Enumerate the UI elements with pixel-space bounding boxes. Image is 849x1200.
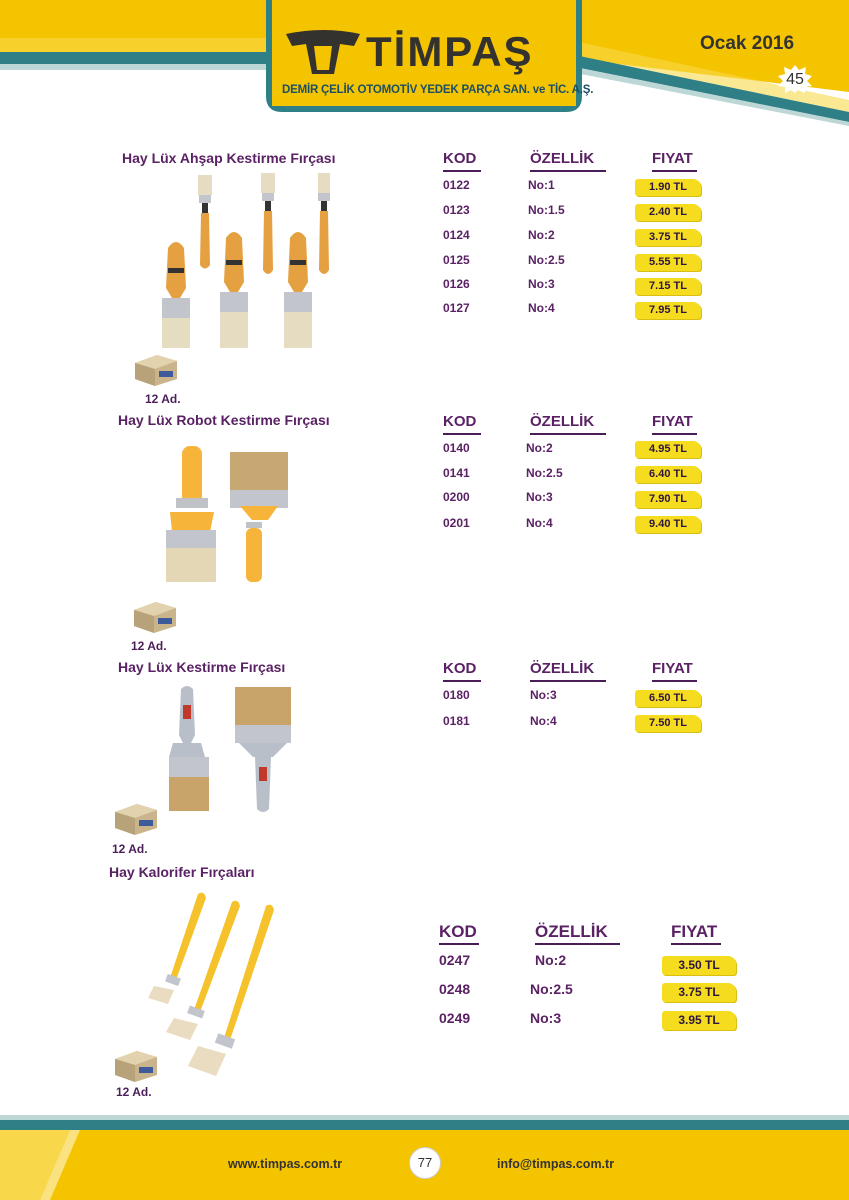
product-feature: No:2	[528, 228, 555, 242]
divider	[530, 433, 606, 435]
page-number: 45	[786, 71, 804, 88]
divider	[535, 943, 620, 945]
price-tag: 7.15 TL	[635, 278, 701, 295]
product-code: 0123	[443, 203, 470, 217]
product-feature: No:2.5	[526, 466, 563, 480]
price-tag: 5.55 TL	[635, 254, 701, 271]
product-feature: No:2	[526, 441, 553, 455]
price-tag: 2.40 TL	[635, 204, 701, 221]
divider	[443, 433, 481, 435]
divider	[530, 680, 606, 682]
divider	[652, 170, 697, 172]
column-header-feature: ÖZELLİK	[530, 413, 595, 430]
price-tag: 3.75 TL	[662, 983, 736, 1002]
product-feature: No:3	[530, 1010, 562, 1026]
product-feature: No:4	[528, 301, 555, 315]
column-header-feature: ÖZELLİK	[535, 922, 608, 941]
radiator-brush-image	[140, 890, 280, 1085]
product-code: 0141	[443, 466, 470, 480]
column-header-code: KOD	[443, 660, 477, 677]
carton-box-icon	[132, 600, 178, 634]
column-header-code: KOD	[443, 413, 477, 430]
product-title: Hay Lüx Robot Kestirme Fırçası	[118, 412, 330, 428]
price-tag: 4.95 TL	[635, 441, 701, 458]
package-quantity: 12 Ad.	[145, 392, 181, 406]
product-feature: No:2	[535, 952, 567, 968]
product-title: Hay Kalorifer Fırçaları	[109, 864, 255, 880]
product-feature: No:2.5	[528, 253, 565, 267]
product-feature: No:3	[530, 688, 557, 702]
product-feature: No:2.5	[530, 981, 573, 997]
product-feature: No:4	[526, 516, 553, 530]
product-code: 0248	[439, 981, 471, 997]
logo-icon	[284, 30, 362, 76]
package-quantity: 12 Ad.	[112, 842, 148, 856]
carton-box-icon	[113, 802, 159, 836]
robot-brush-image	[160, 440, 300, 585]
price-tag: 9.40 TL	[635, 516, 701, 533]
divider	[671, 943, 721, 945]
package-quantity: 12 Ad.	[116, 1085, 152, 1099]
wooden-brush-set-image	[150, 170, 350, 355]
divider	[652, 433, 697, 435]
carton-box-icon	[113, 1049, 159, 1083]
divider	[443, 680, 481, 682]
divider	[443, 170, 481, 172]
product-code: 0249	[439, 1010, 471, 1026]
divider	[439, 943, 479, 945]
column-header-code: KOD	[439, 922, 477, 941]
price-tag: 3.50 TL	[662, 956, 736, 975]
divider	[652, 680, 697, 682]
column-header-price: FIYAT	[652, 660, 693, 677]
website-link[interactable]: www.timpas.com.tr	[228, 1157, 343, 1171]
product-code: 0181	[443, 714, 470, 728]
price-tag: 3.75 TL	[635, 229, 701, 246]
brand-wordmark: TİMPAŞ	[366, 28, 534, 75]
product-code: 0140	[443, 441, 470, 455]
product-code: 0247	[439, 952, 471, 968]
product-code: 0126	[443, 277, 470, 291]
price-tag: 3.95 TL	[662, 1011, 736, 1030]
product-code: 0180	[443, 688, 470, 702]
email-link[interactable]: info@timpas.com.tr	[497, 1157, 615, 1171]
column-header-feature: ÖZELLİK	[530, 660, 595, 677]
product-code: 0127	[443, 301, 470, 315]
catalog-date: Ocak 2016	[700, 33, 795, 54]
package-quantity: 12 Ad.	[131, 639, 167, 653]
lux-brush-image	[165, 685, 295, 815]
product-code: 0124	[443, 228, 470, 242]
product-code: 0200	[443, 490, 470, 504]
column-header-code: KOD	[443, 150, 477, 167]
price-tag: 7.50 TL	[635, 715, 701, 732]
product-feature: No:3	[526, 490, 553, 504]
product-feature: No:4	[530, 714, 557, 728]
carton-box-icon	[133, 353, 179, 387]
column-header-price: FIYAT	[652, 413, 693, 430]
price-tag: 1.90 TL	[635, 179, 701, 196]
page-number-badge	[777, 65, 813, 93]
price-tag: 6.40 TL	[635, 466, 701, 483]
product-title: Hay Lüx Kestirme Fırçası	[118, 659, 286, 675]
product-feature: No:1	[528, 178, 555, 192]
product-code: 0125	[443, 253, 470, 267]
price-tag: 6.50 TL	[635, 690, 701, 707]
footer-page-number: 77	[409, 1147, 441, 1179]
column-header-price: FIYAT	[671, 922, 718, 941]
divider	[530, 170, 606, 172]
product-code: 0201	[443, 516, 470, 530]
product-feature: No:1.5	[528, 203, 565, 217]
column-header-feature: ÖZELLİK	[530, 150, 595, 167]
column-header-price: FIYAT	[652, 150, 693, 167]
price-tag: 7.90 TL	[635, 491, 701, 508]
product-title: Hay Lüx Ahşap Kestirme Fırçası	[122, 150, 336, 166]
company-name: DEMİR ÇELİK OTOMOTİV YEDEK PARÇA SAN. ve TİC. A.Ş.	[282, 84, 594, 96]
product-code: 0122	[443, 178, 470, 192]
product-feature: No:3	[528, 277, 555, 291]
price-tag: 7.95 TL	[635, 302, 701, 319]
